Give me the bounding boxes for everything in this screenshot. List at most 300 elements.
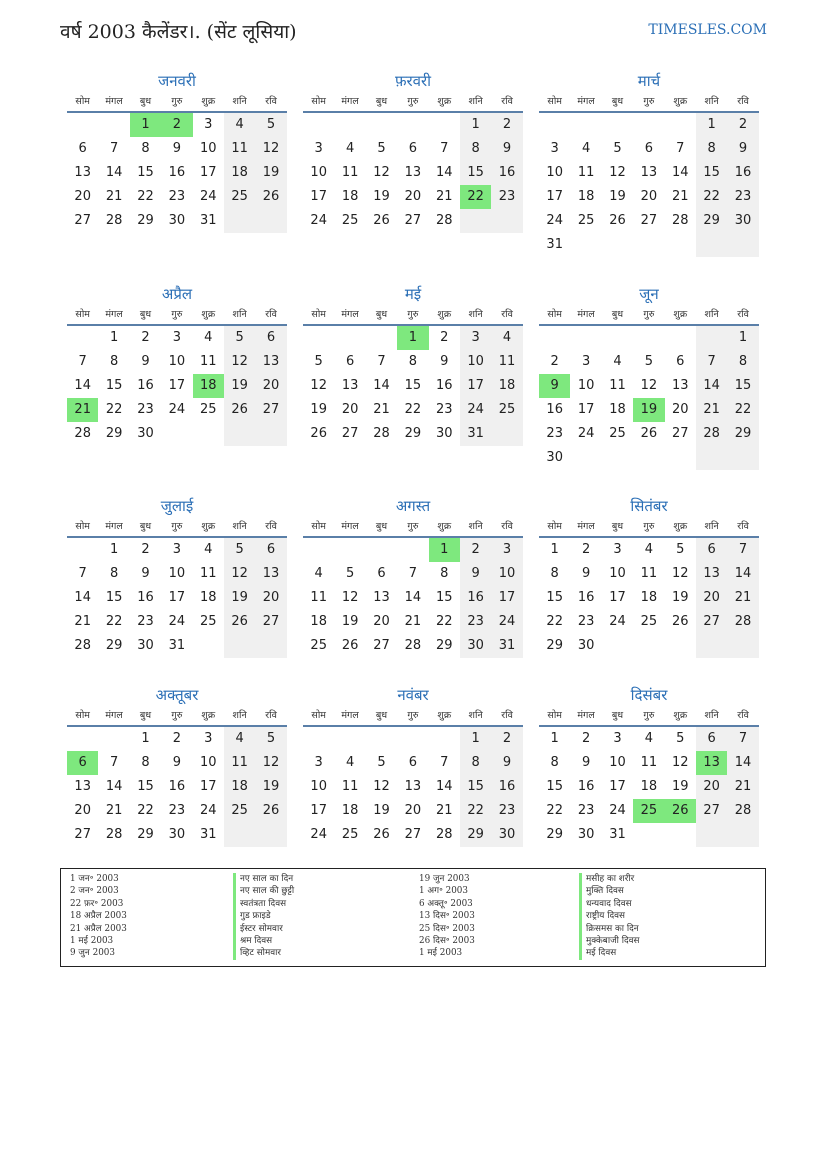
day-cell: 10	[199, 755, 217, 770]
week-row	[67, 209, 287, 233]
day-cell: 19	[255, 161, 286, 185]
weekday-label: रवि	[265, 521, 277, 532]
legend-date: 26 दिस॰ 2003	[419, 935, 475, 946]
day-cell: 26	[373, 213, 390, 228]
day-cell: 7	[727, 727, 758, 751]
empty-day-cell	[397, 113, 428, 137]
weekday-label: सोम	[547, 521, 562, 532]
day-cell: 31	[199, 827, 217, 842]
day-cell: 4	[224, 727, 255, 751]
day-cell: 8	[109, 354, 119, 369]
week-row	[539, 326, 759, 350]
day-cell: 21	[105, 189, 123, 204]
day-cell: 26	[671, 614, 689, 629]
day-cell: 11	[224, 137, 255, 161]
day-cell: 20	[74, 189, 91, 204]
month-name: सितंबर	[630, 497, 668, 515]
day-cell: 12	[640, 378, 658, 393]
day-cell: 19	[609, 189, 626, 204]
holiday-legend	[60, 868, 766, 967]
day-cell: 2	[172, 731, 181, 746]
weekday-label: गुरु	[407, 309, 419, 320]
day-cell: 22	[546, 614, 563, 629]
weekday-header	[303, 706, 523, 727]
day-cell: 21	[435, 803, 453, 818]
day-cell: 14	[74, 378, 91, 393]
day-cell: 28	[105, 827, 123, 842]
week-row	[303, 161, 523, 185]
day-cell: 17	[609, 779, 626, 794]
day-cell: 29	[105, 426, 123, 441]
day-cell: 30	[577, 827, 595, 842]
month-name: दिसंबर	[630, 686, 668, 704]
day-cell: 8	[460, 751, 491, 775]
day-cell: 19	[310, 402, 327, 417]
day-cell: 19	[373, 189, 390, 204]
day-cell: 17	[199, 779, 217, 794]
legend-names-col-2	[579, 873, 640, 960]
month-name: जुलाई	[160, 497, 194, 515]
day-cell: 29	[546, 827, 563, 842]
week-row	[539, 799, 759, 823]
weekday-header	[303, 517, 523, 538]
day-cell: 7	[440, 755, 449, 770]
day-cell: 3	[314, 755, 323, 770]
weekday-label: गुरु	[643, 309, 655, 320]
day-cell: 17	[609, 590, 626, 605]
day-cell: 27	[341, 426, 359, 441]
month-calendar	[67, 495, 287, 658]
day-cell: 25	[224, 185, 255, 209]
weekday-label: बुध	[375, 96, 388, 107]
day-cell: 1	[460, 727, 491, 751]
weekday-label: शुक्र	[437, 710, 452, 721]
day-cell: 14	[74, 590, 91, 605]
day-cell: 16	[137, 378, 154, 393]
day-cell: 3	[613, 542, 622, 557]
holiday-day-cell: 22	[460, 185, 491, 209]
day-cell: 3	[172, 542, 181, 557]
day-cell: 25	[199, 402, 217, 417]
month-name: अप्रैल	[161, 285, 193, 303]
day-cell: 22	[105, 402, 123, 417]
day-cell: 3	[314, 141, 323, 156]
empty-day-cell	[633, 823, 664, 847]
day-cell: 29	[137, 213, 154, 228]
weekday-label: सोम	[75, 521, 90, 532]
day-cell: 2	[141, 330, 150, 345]
day-cell: 21	[105, 803, 123, 818]
day-cell: 10	[609, 755, 626, 770]
day-cell: 16	[168, 779, 186, 794]
month-calendar	[67, 283, 287, 446]
week-row	[303, 209, 523, 233]
empty-day-cell	[491, 422, 522, 446]
empty-day-cell	[67, 113, 98, 137]
day-cell: 20	[696, 775, 727, 799]
day-cell: 20	[373, 614, 390, 629]
empty-day-cell	[602, 634, 633, 658]
holiday-day-cell: 21	[67, 398, 98, 422]
legend-holiday-name: ईस्टर सोमवार	[233, 923, 294, 935]
day-cell: 17	[546, 189, 563, 204]
day-cell: 12	[255, 137, 286, 161]
week-row	[303, 562, 523, 586]
day-cell: 18	[491, 374, 522, 398]
weekday-label: रवि	[501, 710, 513, 721]
weekday-label: मंगल	[341, 710, 359, 721]
day-cell: 26	[341, 638, 359, 653]
day-cell: 10	[546, 165, 563, 180]
empty-day-cell	[429, 113, 460, 137]
day-cell: 23	[460, 610, 491, 634]
month-calendar	[303, 495, 523, 658]
week-row	[539, 446, 759, 470]
empty-day-cell	[491, 209, 522, 233]
day-cell: 26	[255, 799, 286, 823]
day-cell: 29	[696, 209, 727, 233]
day-cell: 24	[546, 213, 563, 228]
weekday-label: शुक्र	[437, 309, 452, 320]
month-name: फ़रवरी	[394, 72, 432, 90]
day-cell: 7	[696, 350, 727, 374]
day-cell: 2	[460, 538, 491, 562]
empty-day-cell	[633, 113, 664, 137]
day-cell: 15	[105, 378, 123, 393]
week-row	[539, 350, 759, 374]
day-cell: 24	[199, 189, 217, 204]
day-cell: 23	[577, 803, 595, 818]
month-calendar	[539, 70, 759, 257]
empty-day-cell	[539, 326, 570, 350]
day-cell: 11	[491, 350, 522, 374]
day-cell: 27	[696, 610, 727, 634]
day-cell: 21	[404, 614, 422, 629]
day-cell: 16	[577, 590, 595, 605]
week-row	[67, 610, 287, 634]
day-cell: 12	[671, 755, 689, 770]
day-cell: 2	[550, 354, 559, 369]
weekday-label: गुरु	[171, 309, 183, 320]
weekday-label: सोम	[311, 710, 326, 721]
legend-holiday-name: मसीह का शरीर	[579, 873, 640, 885]
day-cell: 4	[204, 330, 213, 345]
weekday-label: रवि	[265, 710, 277, 721]
empty-day-cell	[67, 727, 98, 751]
weekday-label: शनि	[468, 521, 483, 532]
weekday-label: शुक्र	[673, 96, 688, 107]
day-cell: 11	[640, 566, 658, 581]
weekday-label: बुध	[139, 96, 152, 107]
day-cell: 8	[550, 566, 559, 581]
day-cell: 20	[255, 586, 286, 610]
week-row	[539, 398, 759, 422]
weekday-label: शुक्र	[673, 309, 688, 320]
empty-day-cell	[255, 634, 286, 658]
legend-date: 9 जुन 2003	[70, 948, 115, 959]
day-cell: 4	[581, 141, 591, 156]
day-cell: 5	[224, 326, 255, 350]
week-row	[539, 562, 759, 586]
empty-day-cell	[303, 538, 334, 562]
day-cell: 15	[404, 378, 422, 393]
day-cell: 4	[491, 326, 522, 350]
empty-day-cell	[696, 634, 727, 658]
week-row	[539, 161, 759, 185]
empty-day-cell	[397, 538, 428, 562]
day-cell: 23	[137, 402, 154, 417]
day-cell: 7	[78, 566, 87, 581]
day-cell: 3	[491, 538, 522, 562]
day-cell: 9	[727, 137, 758, 161]
empty-day-cell	[696, 823, 727, 847]
weekday-label: गुरु	[643, 521, 655, 532]
week-row	[303, 374, 523, 398]
day-cell: 22	[435, 614, 453, 629]
day-cell: 24	[199, 803, 217, 818]
empty-day-cell	[224, 634, 255, 658]
month-name: जून	[639, 285, 659, 303]
day-cell: 15	[137, 165, 154, 180]
week-row	[303, 610, 523, 634]
empty-day-cell	[303, 326, 334, 350]
empty-day-cell	[665, 823, 696, 847]
legend-holiday-name: स्वतंत्रता दिवस	[233, 898, 294, 910]
empty-day-cell	[334, 727, 365, 751]
week-row	[539, 137, 759, 161]
day-cell: 12	[255, 751, 286, 775]
weekday-header	[67, 305, 287, 326]
legend-dates-col-1	[70, 873, 127, 960]
day-cell: 26	[640, 426, 658, 441]
day-cell: 5	[676, 731, 685, 746]
day-cell: 8	[109, 566, 119, 581]
week-row	[67, 775, 287, 799]
week-row	[303, 422, 523, 446]
day-cell: 16	[491, 775, 522, 799]
empty-day-cell	[429, 727, 460, 751]
weekday-label: बुध	[139, 521, 152, 532]
weekday-label: शनि	[232, 96, 247, 107]
empty-day-cell	[224, 422, 255, 446]
day-cell: 8	[440, 566, 449, 581]
weekday-label: बुध	[611, 96, 624, 107]
day-cell: 11	[199, 354, 217, 369]
empty-day-cell	[570, 113, 601, 137]
empty-day-cell	[67, 326, 98, 350]
day-cell: 9	[172, 141, 181, 156]
empty-day-cell	[334, 538, 365, 562]
holiday-day-cell: 13	[696, 751, 727, 775]
weekday-label: मंगल	[105, 710, 123, 721]
day-cell: 16	[577, 779, 595, 794]
day-cell: 30	[577, 638, 595, 653]
weekday-label: बुध	[139, 309, 152, 320]
day-cell: 17	[491, 586, 522, 610]
day-cell: 19	[373, 803, 390, 818]
day-cell: 18	[640, 779, 658, 794]
day-cell: 26	[310, 426, 327, 441]
empty-day-cell	[366, 113, 397, 137]
week-row	[539, 113, 759, 137]
day-cell: 18	[640, 590, 658, 605]
week-row	[67, 185, 287, 209]
day-cell: 2	[141, 542, 150, 557]
week-row	[539, 538, 759, 562]
empty-day-cell	[193, 422, 224, 446]
week-row	[539, 823, 759, 847]
empty-day-cell	[570, 326, 601, 350]
day-cell: 14	[105, 165, 123, 180]
day-cell: 1	[141, 731, 150, 746]
day-cell: 30	[168, 827, 186, 842]
day-cell: 23	[577, 614, 595, 629]
weekday-label: गुरु	[643, 710, 655, 721]
empty-day-cell	[696, 326, 727, 350]
weekday-label: सोम	[311, 309, 326, 320]
site-link[interactable]: TIMESLES.COM	[648, 22, 767, 38]
empty-day-cell	[602, 233, 633, 257]
week-row	[67, 137, 287, 161]
day-cell: 25	[609, 426, 626, 441]
legend-date: 1 मई 2003	[419, 948, 463, 959]
day-cell: 23	[727, 185, 758, 209]
empty-day-cell	[727, 446, 758, 470]
weekday-label: मंगल	[577, 309, 595, 320]
day-cell: 21	[727, 586, 758, 610]
day-cell: 14	[435, 779, 453, 794]
day-cell: 16	[546, 402, 563, 417]
weekday-label: शुक्र	[201, 309, 216, 320]
day-cell: 30	[435, 426, 453, 441]
day-cell: 14	[671, 165, 689, 180]
holiday-day-cell: 25	[633, 799, 664, 823]
day-cell: 23	[546, 426, 563, 441]
weekday-label: बुध	[375, 710, 388, 721]
week-row	[303, 398, 523, 422]
day-cell: 22	[460, 799, 491, 823]
week-row	[67, 823, 287, 847]
day-cell: 15	[460, 775, 491, 799]
day-cell: 4	[345, 141, 355, 156]
week-row	[67, 398, 287, 422]
day-cell: 23	[137, 614, 154, 629]
day-cell: 15	[546, 590, 563, 605]
day-cell: 22	[137, 189, 154, 204]
day-cell: 30	[137, 638, 154, 653]
week-row	[303, 113, 523, 137]
month-name: जनवरी	[158, 72, 196, 90]
day-cell: 4	[613, 354, 622, 369]
weekday-label: शनि	[468, 96, 483, 107]
empty-day-cell	[633, 446, 664, 470]
month-calendar	[67, 684, 287, 847]
empty-day-cell	[602, 326, 633, 350]
month-calendar	[303, 283, 523, 446]
day-cell: 31	[609, 827, 626, 842]
day-cell: 19	[671, 779, 689, 794]
day-cell: 23	[491, 799, 522, 823]
day-cell: 1	[550, 731, 559, 746]
day-cell: 25	[224, 799, 255, 823]
day-cell: 6	[255, 538, 286, 562]
day-cell: 17	[310, 803, 327, 818]
month-calendar	[539, 684, 759, 847]
day-cell: 13	[696, 562, 727, 586]
day-cell: 20	[640, 189, 658, 204]
day-cell: 8	[408, 354, 417, 369]
empty-day-cell	[303, 727, 334, 751]
weekday-label: शुक्र	[201, 710, 216, 721]
day-cell: 5	[676, 542, 685, 557]
weekday-label: सोम	[311, 521, 326, 532]
day-cell: 15	[435, 590, 453, 605]
weekday-label: मंगल	[577, 710, 595, 721]
day-cell: 9	[460, 562, 491, 586]
day-cell: 6	[78, 141, 87, 156]
day-cell: 21	[696, 398, 727, 422]
day-cell: 20	[74, 803, 91, 818]
day-cell: 12	[373, 779, 390, 794]
legend-date: 1 मई 2003	[70, 935, 114, 946]
weekday-label: रवि	[737, 96, 749, 107]
week-row	[539, 374, 759, 398]
day-cell: 24	[577, 426, 595, 441]
day-cell: 14	[435, 165, 453, 180]
weekday-label: गुरु	[407, 96, 419, 107]
weekday-label: मंगल	[105, 96, 123, 107]
day-cell: 15	[696, 161, 727, 185]
day-cell: 15	[546, 779, 563, 794]
weekday-label: मंगल	[577, 521, 595, 532]
empty-day-cell	[727, 233, 758, 257]
day-cell: 23	[491, 185, 522, 209]
empty-day-cell	[98, 727, 129, 751]
week-row	[539, 422, 759, 446]
weekday-header	[303, 92, 523, 113]
day-cell: 9	[141, 566, 150, 581]
empty-day-cell	[665, 446, 696, 470]
day-cell: 1	[727, 326, 758, 350]
day-cell: 29	[105, 638, 123, 653]
empty-day-cell	[602, 113, 633, 137]
day-cell: 4	[644, 542, 653, 557]
day-cell: 5	[255, 727, 286, 751]
day-cell: 27	[74, 213, 91, 228]
empty-day-cell	[334, 326, 365, 350]
day-cell: 28	[435, 213, 453, 228]
week-row	[67, 374, 287, 398]
day-cell: 6	[255, 326, 286, 350]
day-cell: 20	[404, 803, 422, 818]
empty-day-cell	[397, 727, 428, 751]
day-cell: 13	[255, 350, 286, 374]
week-row	[67, 350, 287, 374]
weekday-label: बुध	[139, 710, 152, 721]
weekday-label: शुक्र	[673, 521, 688, 532]
day-cell: 26	[609, 213, 626, 228]
day-cell: 24	[460, 398, 491, 422]
day-cell: 20	[341, 402, 359, 417]
weekday-label: सोम	[547, 96, 562, 107]
day-cell: 6	[408, 141, 417, 156]
day-cell: 27	[255, 398, 286, 422]
empty-day-cell	[665, 326, 696, 350]
week-row	[67, 161, 287, 185]
day-cell: 30	[460, 634, 491, 658]
day-cell: 2	[581, 542, 591, 557]
day-cell: 1	[696, 113, 727, 137]
